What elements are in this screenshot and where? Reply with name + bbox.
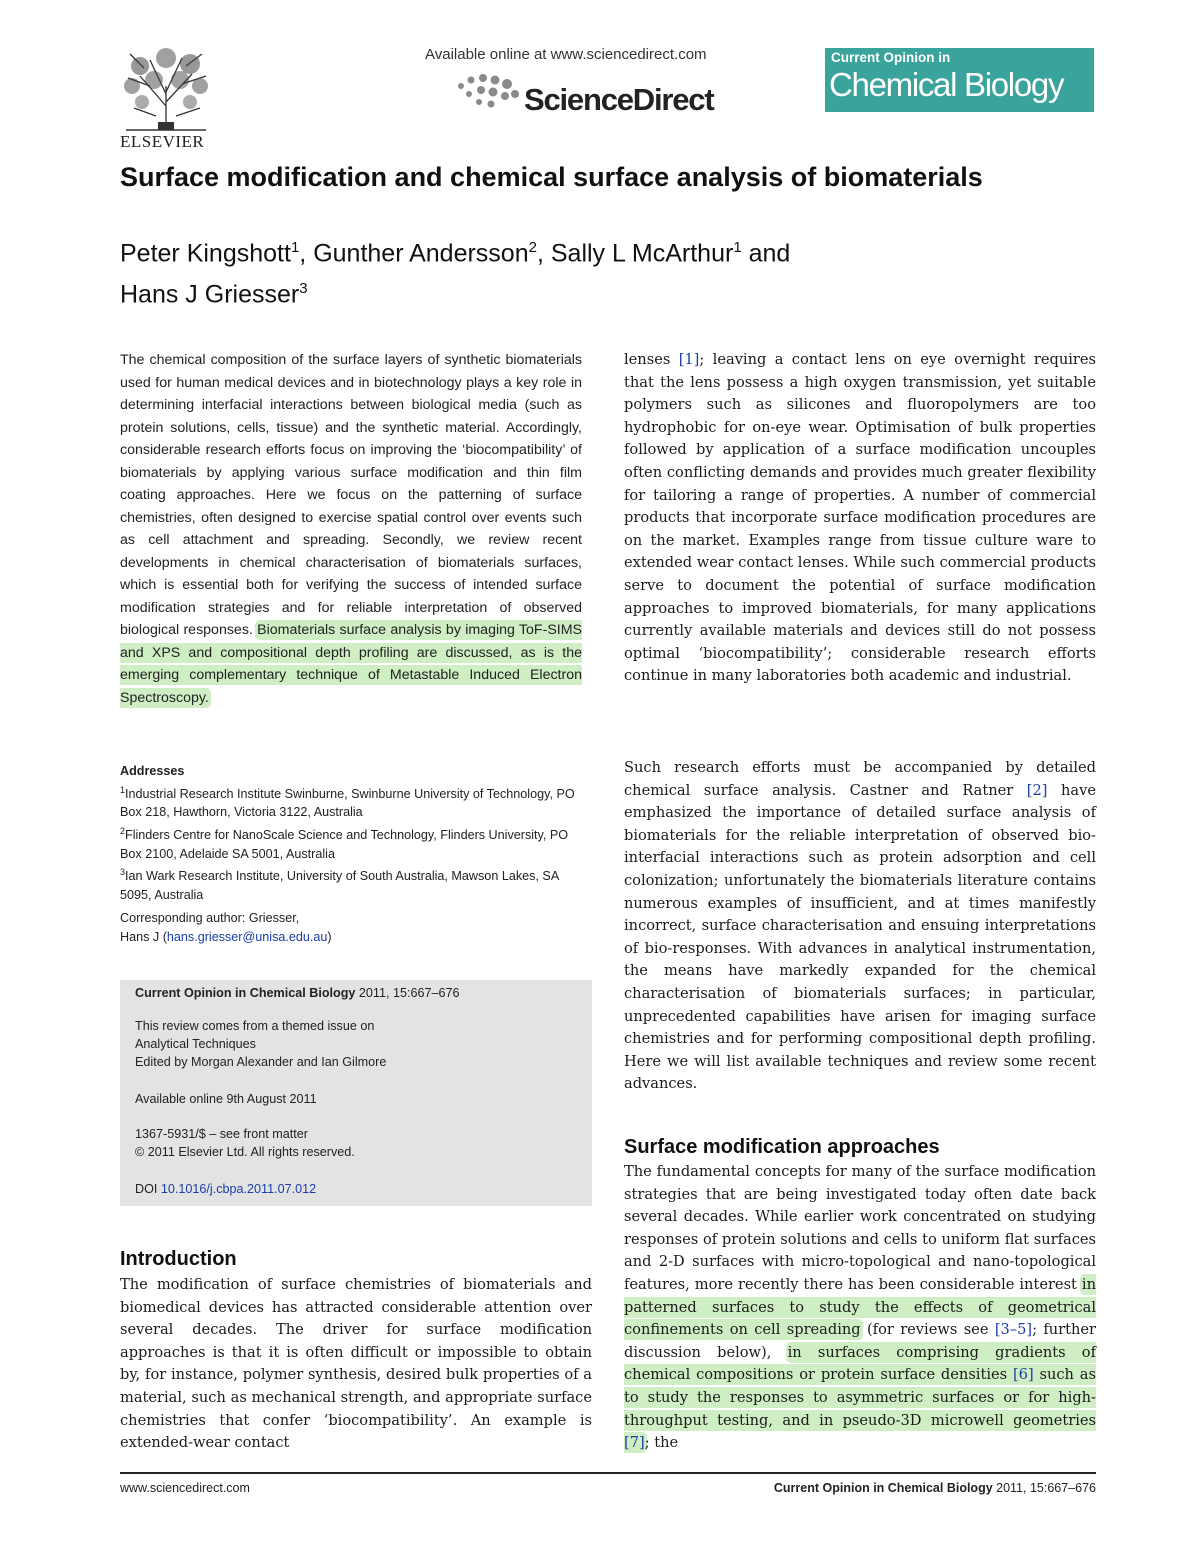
corresponding-author	[120, 909, 582, 946]
author-separator: ,	[299, 239, 314, 268]
highlighted-text: in patterned surfaces to study the effects of geometrical confinements on cell spreading	[624, 1275, 1096, 1339]
introduction-paragraph: The modification of surface chemistries of biomaterials and biomedical devices has attracted considerable attention over several decades. The driver for surface modification approaches is that it is often difficult or impossible to obtain by, for instance, polymer synthesis, desired bulk properties of a material, such as mechanical strength, and appropriate surface chemistries that confer ‘biocompatibility’. An example is extended-wear contact	[120, 1276, 592, 1452]
paragraph-text: (for reviews see	[860, 1321, 995, 1339]
author-name: Peter Kingshott	[120, 239, 291, 268]
corresponding-name: Hans J (	[120, 929, 167, 944]
reference-link[interactable]: [3–5]	[994, 1321, 1033, 1339]
corresponding-label: Corresponding author: Griesser,	[120, 911, 300, 925]
address-number: 2	[120, 825, 126, 836]
addresses	[120, 762, 582, 905]
footer-url[interactable]: www.sciencedirect.com	[120, 1481, 250, 1495]
sciencedirect-wordmark: ScienceDirect	[524, 82, 714, 117]
address-item	[120, 863, 582, 904]
abstract	[120, 349, 582, 709]
author-affiliation: 3	[299, 280, 308, 298]
journal-banner	[825, 48, 1094, 112]
info-citation-numbers: 2011, 15:667–676	[355, 986, 460, 1000]
footer-citation-numbers: 2011, 15:667–676	[992, 1481, 1096, 1495]
paragraph-text: Such research efforts must be accompanied by detailed chemical surface analysis. Castner and Ratner	[624, 759, 1096, 799]
abstract-highlight: Biomaterials surface analysis by imaging ToF-SIMS and XPS and compositional depth profiling are discussed, as is the emerging complementary technique of Metastable Induced Electron Spectroscopy.	[120, 622, 583, 706]
journal-banner-main: Chemical Biology	[829, 66, 1064, 103]
author-name: Hans J Griesser	[120, 280, 300, 309]
right-paragraph-3	[624, 1161, 1096, 1455]
author-name: Gunther Andersson	[313, 239, 529, 268]
author-name: Sally L McArthur	[550, 239, 734, 268]
address-item	[120, 822, 582, 863]
elsevier-wordmark: ELSEVIER	[120, 132, 205, 151]
reference-link[interactable]: [2]	[1026, 781, 1048, 799]
info-edited: Edited by Morgan Alexander and Ian Gilmore	[135, 1055, 387, 1069]
author-affiliation: 1	[733, 239, 742, 256]
article-title: Surface modification and chemical surface analysis of biomaterials	[120, 162, 983, 192]
info-copyright: © 2011 Elsevier Ltd. All rights reserved.	[135, 1145, 355, 1159]
right-paragraph-2	[624, 757, 1096, 1096]
corresponding-close: )	[327, 929, 332, 944]
info-theme-line1: This review comes from a themed issue on	[135, 1019, 375, 1033]
author-separator: and	[741, 239, 791, 268]
surface-modification-heading: Surface modification approaches	[624, 1136, 940, 1158]
article-info-box	[120, 980, 592, 1206]
info-citation	[135, 984, 460, 1002]
doi-link[interactable]: 10.1016/j.cbpa.2011.07.012	[160, 1182, 317, 1196]
footer-divider	[120, 1472, 1096, 1474]
introduction-heading: Introduction	[120, 1248, 237, 1270]
available-online-text[interactable]: Available online at www.sciencedirect.com	[425, 46, 707, 63]
address-text: Flinders Centre for NanoScale Science and Technology, Flinders University, PO Box 2100, Adelaide SA 5001, Australia	[120, 828, 569, 861]
addresses-heading: Addresses	[120, 764, 185, 778]
info-available: Available online 9th August 2011	[135, 1092, 317, 1106]
address-item	[120, 781, 582, 822]
paragraph-text: The fundamental concepts for many of the surface modification strategies that are being investigated today often date back several decades. While earlier work concentrated on studying responses of protein solutions and cells to uniform flat surfaces and 2-D surfaces with micro-topological and nano-topological features, more recently there has been considerable interest	[624, 1163, 1096, 1293]
reference-link[interactable]: [1]	[678, 351, 700, 368]
info-theme-line2: Analytical Techniques	[135, 1037, 256, 1051]
address-text: Industrial Research Institute Swinburne, Swinburne University of Technology, PO Box 218, Hawthorn, Victoria 3122, Australia	[120, 786, 575, 820]
address-text: Ian Wark Research Institute, University of South Australia, Mawson Lakes, SA 5095, Australia	[120, 869, 559, 903]
journal-banner-top: Current Opinion in	[831, 50, 951, 65]
paragraph-text: lenses	[624, 351, 679, 368]
footer-citation	[774, 1481, 1096, 1495]
author-affiliation: 1	[290, 239, 300, 256]
abstract-text: The chemical composition of the surface layers of synthetic biomaterials used for human medical devices and in biotechnology plays a key role in determining interfacial interactions between biological media (such as protein solutions, cells, tissue) and the synthetic material. Accordingly, considerable research efforts focus on improving the ‘biocompatibility’ of biomaterials by applying various surface modification and thin film coating approaches. Here we focus on the patterning of surface chemistries, often designed to exercise spatial control over events such as cell attachment and spreading. Secondly, we review recent developments in chemical characterisation of biomaterials surfaces, which is essential both for verifying the success of intended surface modification strategies and for reliable interpretation of observed biological responses.	[120, 352, 582, 638]
address-number: 1	[120, 784, 126, 795]
info-doi-label: DOI	[135, 1182, 161, 1196]
highlighted-text-part: such as to study the responses to asymmetric surfaces or for high-throughput testing, and in pseudo-3D microwell geometries	[624, 1366, 1096, 1429]
paragraph-text: have emphasized the importance of detailed surface analysis of biomaterials for the reliable interpretation of observed bio-interfacial interactions such as protein adsorption and cell colonization; unfortunately the biomaterials literature contains numerous examples of insufficient, and at times manifestly incorrect, surface characterisation and ensuing interpretations of bio-responses. With advances in analytical instrumentation, the means have markedly expanded for the chemical characterisation of biomaterials surfaces; in particular, unprecedented capabilities have arisen for imaging surface chemistries and for performing compositional depth profiling. Here we will list available techniques and review some recent advances.	[624, 781, 1096, 1093]
paragraph-text: ; the	[644, 1434, 679, 1452]
highlighted-text-part: in surfaces comprising gradients of chemical compositions or protein surface densities	[624, 1343, 1096, 1384]
reference-link[interactable]: [6]	[1012, 1366, 1034, 1384]
right-paragraph-1	[624, 349, 1096, 688]
address-number: 3	[120, 867, 126, 878]
author-affiliation: 2	[528, 239, 537, 256]
corresponding-email-link[interactable]: hans.griesser@unisa.edu.au	[166, 929, 328, 944]
footer-journal: Current Opinion in Chemical Biology	[773, 1481, 993, 1495]
paragraph-text: ; leaving a contact lens on eye overnight requires that the lens possess a high oxygen transmission, yet suitable polymers such as silicones and fluoropolymers are too hydrophobic for on-eye wear. Optimisation of bulk properties followed by application of a surface modification uncouples often conflicting demands and provides much greater flexibility for tailoring a range of properties. A number of commercial products that incorporate surface modification procedures are on the market. Examples range from tissue culture ware to extended wear contact lenses. While such commercial products serve to document the potential of surface modification approaches to improved biomaterials, for many applications currently available materials and devices still do not possess optimal ‘biocompatibility’; considerable research efforts continue in many laboratories both academic and industrial.	[624, 351, 1096, 685]
info-doi	[135, 1180, 316, 1198]
info-issn: 1367-5931/$ – see front matter	[135, 1127, 308, 1141]
sciencedirect-dots-icon	[455, 72, 525, 112]
author-separator: ,	[536, 239, 551, 268]
reference-link[interactable]: [7]	[624, 1434, 645, 1452]
paragraph-text: ; further discussion below),	[624, 1321, 1096, 1361]
info-journal: Current Opinion in Chemical Biology	[135, 986, 356, 1000]
author-list	[120, 230, 1020, 313]
